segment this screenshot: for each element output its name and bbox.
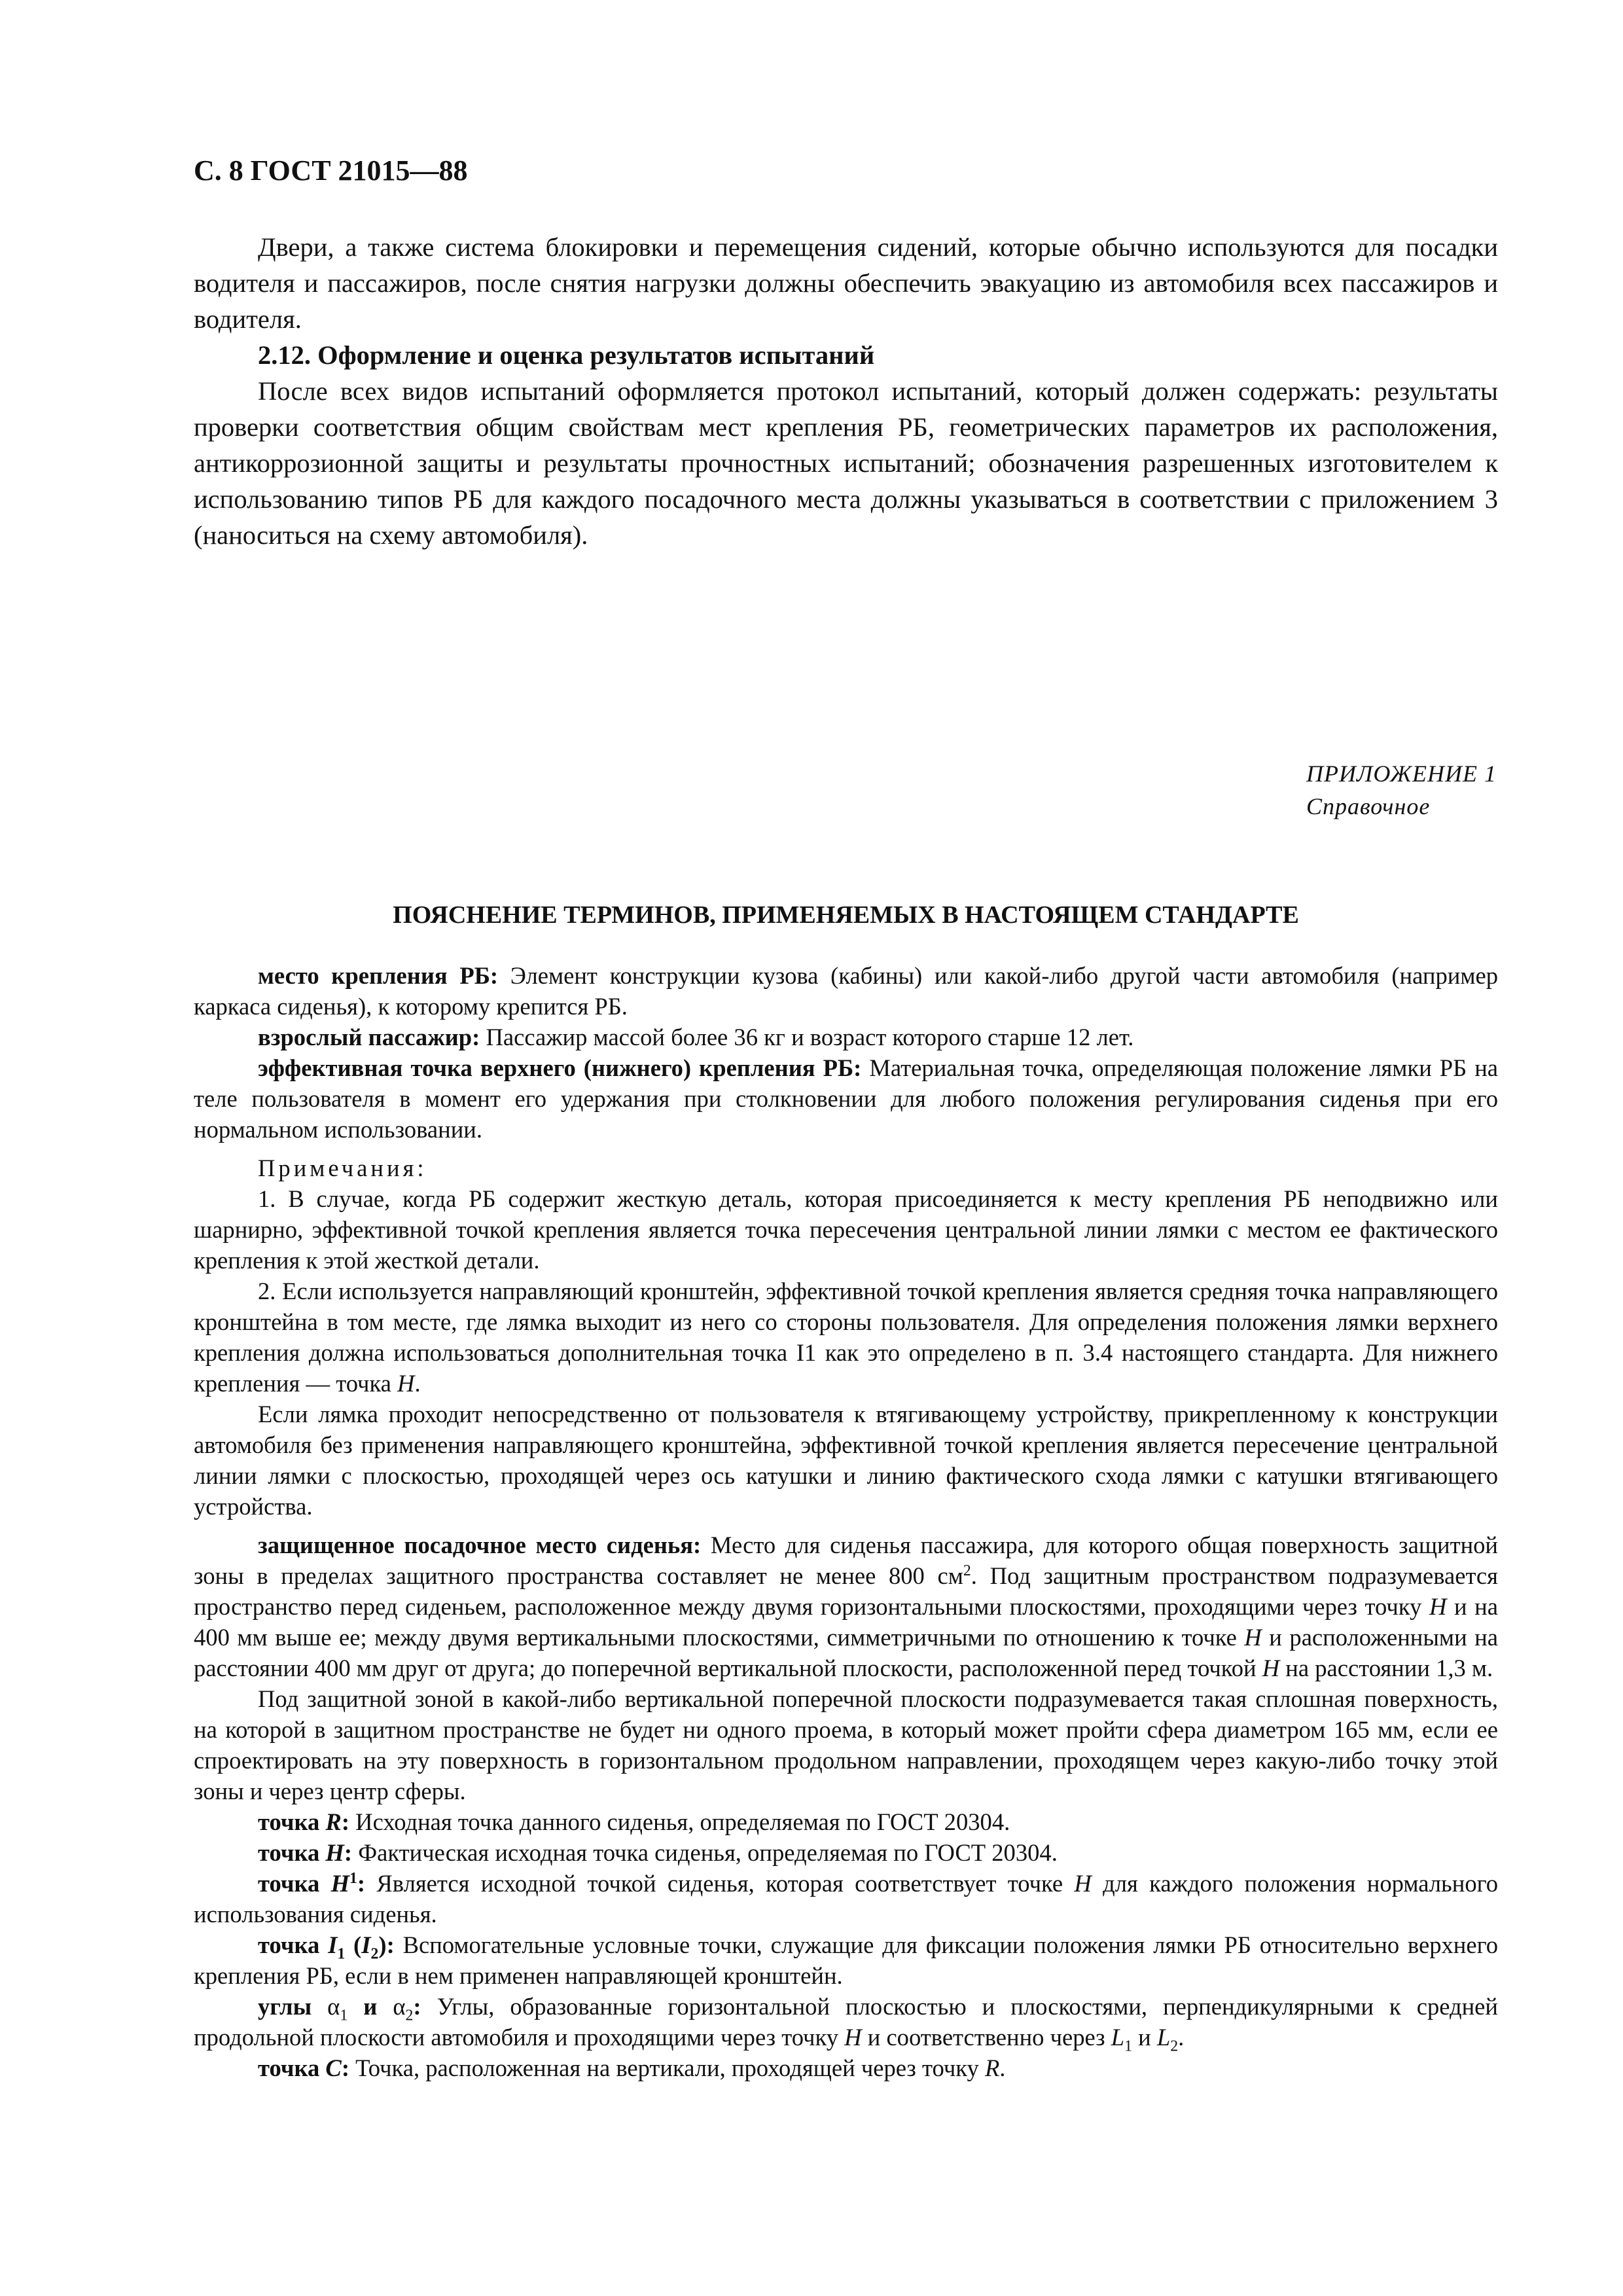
colon: :	[357, 1870, 366, 1897]
symbol-h: H	[330, 1870, 350, 1897]
term-point-h1	[194, 1868, 1498, 1929]
subscript: 1	[340, 2007, 348, 2024]
subscript: 2	[405, 2007, 414, 2024]
appendix-type: Справочное	[1306, 793, 1431, 819]
alpha-symbol: α	[327, 1993, 340, 2020]
term-point-r	[194, 1806, 1498, 1837]
note-2-text: 2. Если используется направляющий кронштейн, эффективной точкой крепления является средняя точка направляющего кронштейна в том месте, где лямка выходит из него со стороны пользователя. Для определения положения лямки верхнего крепления должна использоваться дополнительная точка I1 как это определено в п. 3.4 настоящего стандарта. Для нижнего крепления — точка	[194, 1278, 1498, 1397]
subscript: 2	[370, 1945, 379, 1963]
term-label: эффективная точка верхнего (нижнего) крепления РБ:	[258, 1054, 862, 1081]
alpha-symbol: α	[393, 1993, 406, 2020]
symbol-l: L	[1111, 2024, 1125, 2051]
symbol-i: I	[328, 1931, 338, 1958]
term-definition: Исходная точка данного сиденья, определяемая по ГОСТ 20304.	[349, 1808, 1010, 1835]
def-part: . Под защитным пространством подразумевается пространство перед сиденьем, расположенное между двумя горизонтальными плоскостями, проходящими через точку	[194, 1562, 1498, 1620]
paragraph-protocol: После всех видов испытаний оформляется протокол испытаний, который должен содержать: результаты проверки соответствия общим свойствам мест крепления РБ, геометрических параметров их расположения, антикоррозионной защиты и результаты прочностных испытаний; обозначения разрешенных изготовителем к использованию типов РБ для каждого посадочного места должны указываться в соответствии с приложением 3 (наноситься на схему автомобиля).	[194, 376, 1498, 550]
def-part: Место для сиденья пассажира, для которого общая поверхность защитной зоны в пределах защитного пространства составляет не менее 800 см	[194, 1532, 1499, 1589]
note-1: 1. В случае, когда РБ содержит жесткую деталь, которая присоединяется к месту крепления РБ неподвижно или шарнирно, эффективной точкой крепления является точка пересечения центральной линии лямки с местом ее фактического крепления к этой жесткой детали.	[194, 1185, 1498, 1274]
term-angles	[194, 1991, 1498, 2053]
note-3: Если лямка проходит непосредственно от пользователя к втягивающему устройству, прикрепленному к конструкции автомобиля без применения направляющего кронштейна, эффективной точкой крепления является пересечение центральной линии лямки с плоскостью, проходящей через ось катушки и линию фактического схода лямки с катушки втягивающего устройства.	[194, 1401, 1498, 1520]
term-label: точка	[258, 2054, 326, 2081]
term-label: точка	[258, 1870, 331, 1897]
note-2	[194, 1276, 1498, 1399]
subscript: 2	[1170, 2037, 1179, 2055]
symbol-r: R	[325, 1808, 342, 1835]
def-part: Является исходной точкой сиденья, которая соответствует точке	[365, 1870, 1075, 1897]
symbol-h: H	[1074, 1870, 1092, 1897]
notes-heading: Примечания:	[258, 1155, 427, 1181]
symbol-h: H	[325, 1839, 344, 1866]
colon: :	[341, 2054, 350, 2081]
colon: :	[413, 1993, 421, 2020]
term-points-i	[194, 1929, 1498, 1991]
term-protected-seat	[194, 1530, 1498, 1683]
term-label: точка	[258, 1808, 326, 1835]
body-section	[194, 229, 1498, 553]
term-label: место крепления РБ:	[258, 962, 499, 989]
appendix-label	[1306, 757, 1497, 823]
paragraph-protective-zone: Под защитной зоной в какой-либо вертикальной поперечной плоскости подразумевается такая сплошная поверхность, на которой в защитном пространстве не будет ни одного проема, в который может пройти сфера диаметром 165 мм, если ее спроектировать на эту поверхность в горизонтальном продольном направлении, проходящем через какую-либо точку этой зоны и через центр сферы.	[194, 1685, 1498, 1804]
term-label: защищенное посадочное место сиденья:	[258, 1532, 702, 1558]
def-part: и соответственно через	[861, 2024, 1111, 2051]
symbol-r: R	[984, 2054, 1000, 2081]
term-label: точка	[258, 1931, 329, 1958]
term-definition: Пассажир массой более 36 кг и возраст которого старше 12 лет.	[480, 1024, 1134, 1050]
page-header: С. 8 ГОСТ 21015—88	[194, 154, 468, 187]
term-definition: Фактическая исходная точка сиденья, определяемая по ГОСТ 20304.	[352, 1839, 1058, 1866]
symbol-c: C	[325, 2054, 342, 2081]
superscript: 2	[963, 1562, 971, 1579]
conjunction: и	[1132, 2024, 1157, 2051]
term-vzrosly	[194, 1022, 1498, 1052]
glossary-title: ПОЯСНЕНИЕ ТЕРМИНОВ, ПРИМЕНЯЕМЫХ В НАСТОЯЩЕМ СТАНДАРТЕ	[393, 901, 1299, 929]
superscript: 1	[349, 1869, 357, 1887]
symbol-l: L	[1156, 2024, 1171, 2051]
paragraph-doors: Двери, а также система блокировки и перемещения сидений, которые обычно используются для посадки водителя и пассажиров, после снятия нагрузки должны обеспечить эвакуацию из автомобиля всех пассажиров и водителя.	[194, 232, 1498, 334]
subscript: 1	[1124, 2037, 1133, 2055]
symbol-h: H	[1262, 1655, 1280, 1681]
term-label: углы	[258, 1993, 328, 2020]
term-mesto	[194, 960, 1498, 1022]
def-part: Точка, расположенная на вертикали, проходящей через точку	[349, 2054, 985, 2081]
note-2-end: .	[414, 1370, 421, 1397]
symbol-i: I	[361, 1931, 371, 1958]
term-label: взрослый пассажир:	[258, 1024, 480, 1050]
term-definition: Вспомогательные условные точки, служащие для фиксации положения лямки РБ относительно верхнего крепления РБ, если в нем применен направляющей кронштейн.	[194, 1931, 1498, 1989]
term-effektivnaya	[194, 1052, 1498, 1145]
def-part: и на 400 мм выше ее; между двумя вертикальными плоскостями, симметричными по отношению к точке	[194, 1593, 1498, 1651]
period: .	[1178, 2024, 1185, 2051]
symbol-h: H	[1244, 1624, 1262, 1651]
def-part: на расстоянии 1,3 м.	[1279, 1655, 1493, 1681]
colon: :	[344, 1839, 353, 1866]
symbol-h: H	[844, 2024, 862, 2051]
term-label: точка	[258, 1839, 326, 1866]
term-point-h	[194, 1837, 1498, 1868]
subscript: 1	[337, 1945, 346, 1963]
term-definition: Материальная точка, определяющая положение лямки РБ на теле пользователя в момент его удержания при столкновении для любого положения регулирования сиденья при его нормальном использовании.	[194, 1054, 1499, 1143]
paren: ):	[378, 1931, 395, 1958]
symbol-h: H	[397, 1370, 415, 1397]
def-part: Углы, образованные горизонтальной плоскостью и плоскостями, перпендикулярными к средней продольной плоскости автомобиля и проходящими через точку	[194, 1993, 1498, 2051]
period: .	[999, 2054, 1006, 2081]
glossary	[194, 960, 1498, 2083]
term-definition: Элемент конструкции кузова (кабины) или какой-либо другой части автомобиля (например каркаса сиденья), к которому крепится РБ.	[194, 962, 1498, 1020]
symbol-h: H	[1429, 1593, 1447, 1620]
def-part: для каждого положения нормального использования сиденья.	[194, 1870, 1498, 1928]
paren: (	[345, 1931, 362, 1958]
conjunction: и	[348, 1993, 393, 2020]
section-heading-2-12: 2.12. Оформление и оценка результатов испытаний	[258, 340, 875, 370]
def-part: и расположенными на расстоянии 400 мм друг от друга; до поперечной вертикальной плоскости, расположенной перед точкой	[194, 1624, 1498, 1681]
colon: :	[341, 1808, 350, 1835]
term-point-c	[194, 2053, 1498, 2083]
appendix-number: ПРИЛОЖЕНИЕ 1	[1306, 761, 1497, 787]
